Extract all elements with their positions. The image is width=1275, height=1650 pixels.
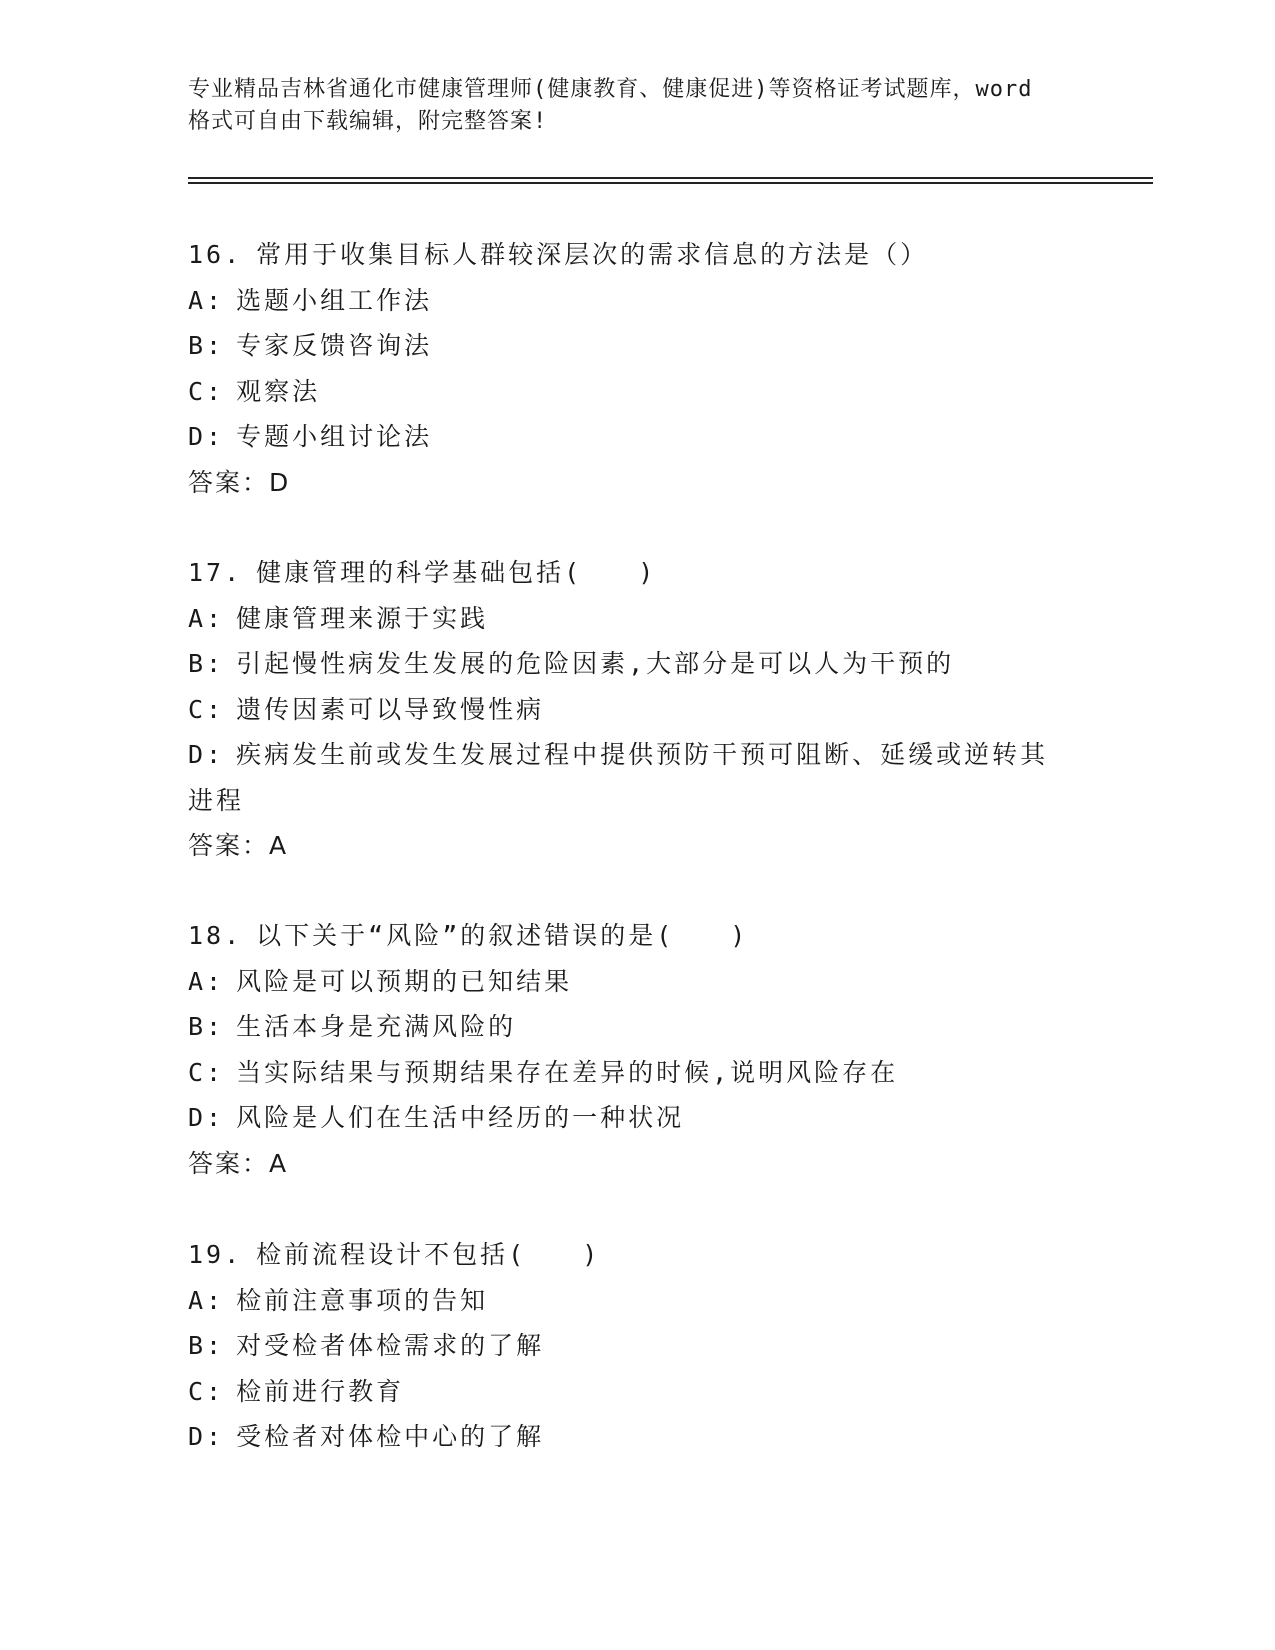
option-d — [188, 1414, 1088, 1460]
header-divider-bottom — [188, 182, 1153, 184]
question-text: 以下关于“风险”的叙述错误的是( ) — [256, 921, 749, 950]
option-text: 观察法 — [236, 376, 321, 406]
option-d — [188, 414, 1088, 460]
option-key: A: — [188, 285, 225, 315]
option-text: 检前进行教育 — [236, 1376, 405, 1406]
header-divider-top — [188, 177, 1153, 179]
option-text: 遗传因素可以导致慢性病 — [236, 694, 545, 724]
option-text: 当实际结果与预期结果存在差异的时候,说明风险存在 — [236, 1057, 899, 1087]
option-text: 疾病发生前或发生发展过程中提供预防干预可阻断、延缓或逆转其 — [236, 740, 1049, 769]
option-key: B: — [188, 649, 225, 678]
question-number: 17. — [188, 558, 243, 587]
option-key: D: — [188, 1103, 225, 1132]
option-key: B: — [188, 1331, 225, 1360]
option-text: 专家反馈咨询法 — [236, 331, 433, 360]
option-b — [188, 1004, 1088, 1050]
option-a — [188, 959, 1088, 1005]
question-18 — [188, 913, 1088, 1186]
option-text: 检前注意事项的告知 — [236, 1285, 489, 1315]
option-key: D: — [188, 1422, 225, 1451]
question-stem — [188, 1232, 1088, 1278]
option-text: 健康管理来源于实践 — [236, 603, 489, 633]
question-text: 常用于收集目标人群较深层次的需求信息的方法是（） — [256, 240, 929, 269]
option-d — [188, 732, 1088, 778]
option-c — [188, 1050, 1088, 1096]
option-a — [188, 278, 1088, 324]
option-key: C: — [188, 1057, 225, 1087]
header-line-1: 专业精品吉林省通化市健康管理师(健康教育、健康促进)等资格证考试题库，word — [188, 77, 1033, 102]
question-number: 16. — [188, 240, 243, 269]
option-text: 引起慢性病发生发展的危险因素,大部分是可以人为干预的 — [236, 649, 955, 678]
option-key: C: — [188, 1376, 225, 1406]
header-line-2: 格式可自由下载编辑，附完整答案! — [188, 109, 548, 134]
option-a — [188, 1278, 1088, 1324]
question-number: 19. — [188, 1240, 243, 1269]
option-key: A: — [188, 603, 225, 633]
option-c — [188, 687, 1088, 733]
option-key: A: — [188, 1285, 225, 1315]
option-text: 专题小组讨论法 — [236, 422, 433, 451]
option-text: 生活本身是充满风险的 — [236, 1012, 517, 1041]
option-d — [188, 1095, 1088, 1141]
option-key: C: — [188, 376, 225, 406]
option-key: A: — [188, 966, 225, 996]
document-header — [188, 74, 1088, 138]
question-stem — [188, 550, 1088, 596]
question-17 — [188, 550, 1088, 869]
option-key: B: — [188, 1012, 225, 1041]
option-d-continuation: 进程 — [188, 785, 245, 815]
option-a — [188, 596, 1088, 642]
option-text: 对受检者体检需求的了解 — [236, 1331, 545, 1360]
option-text: 风险是可以预期的已知结果 — [236, 966, 573, 996]
option-c — [188, 369, 1088, 415]
option-key: D: — [188, 422, 225, 451]
option-c — [188, 1369, 1088, 1415]
question-19 — [188, 1232, 1088, 1460]
question-stem — [188, 913, 1088, 959]
option-key: C: — [188, 694, 225, 724]
option-text: 受检者对体检中心的了解 — [236, 1422, 545, 1451]
option-b — [188, 323, 1088, 369]
option-key: B: — [188, 331, 225, 360]
option-b — [188, 1323, 1088, 1369]
option-key: D: — [188, 740, 225, 769]
question-text: 健康管理的科学基础包括( ) — [256, 558, 657, 587]
option-text: 选题小组工作法 — [236, 285, 433, 315]
answer-line: 答案：A — [188, 1148, 289, 1178]
question-16 — [188, 232, 1088, 505]
question-number: 18. — [188, 921, 243, 950]
question-stem — [188, 232, 1088, 278]
question-text: 检前流程设计不包括( ) — [256, 1240, 601, 1269]
answer-line: 答案：D — [188, 467, 291, 497]
answer-line: 答案：A — [188, 831, 289, 860]
option-b — [188, 641, 1088, 687]
option-text: 风险是人们在生活中经历的一种状况 — [236, 1103, 685, 1132]
